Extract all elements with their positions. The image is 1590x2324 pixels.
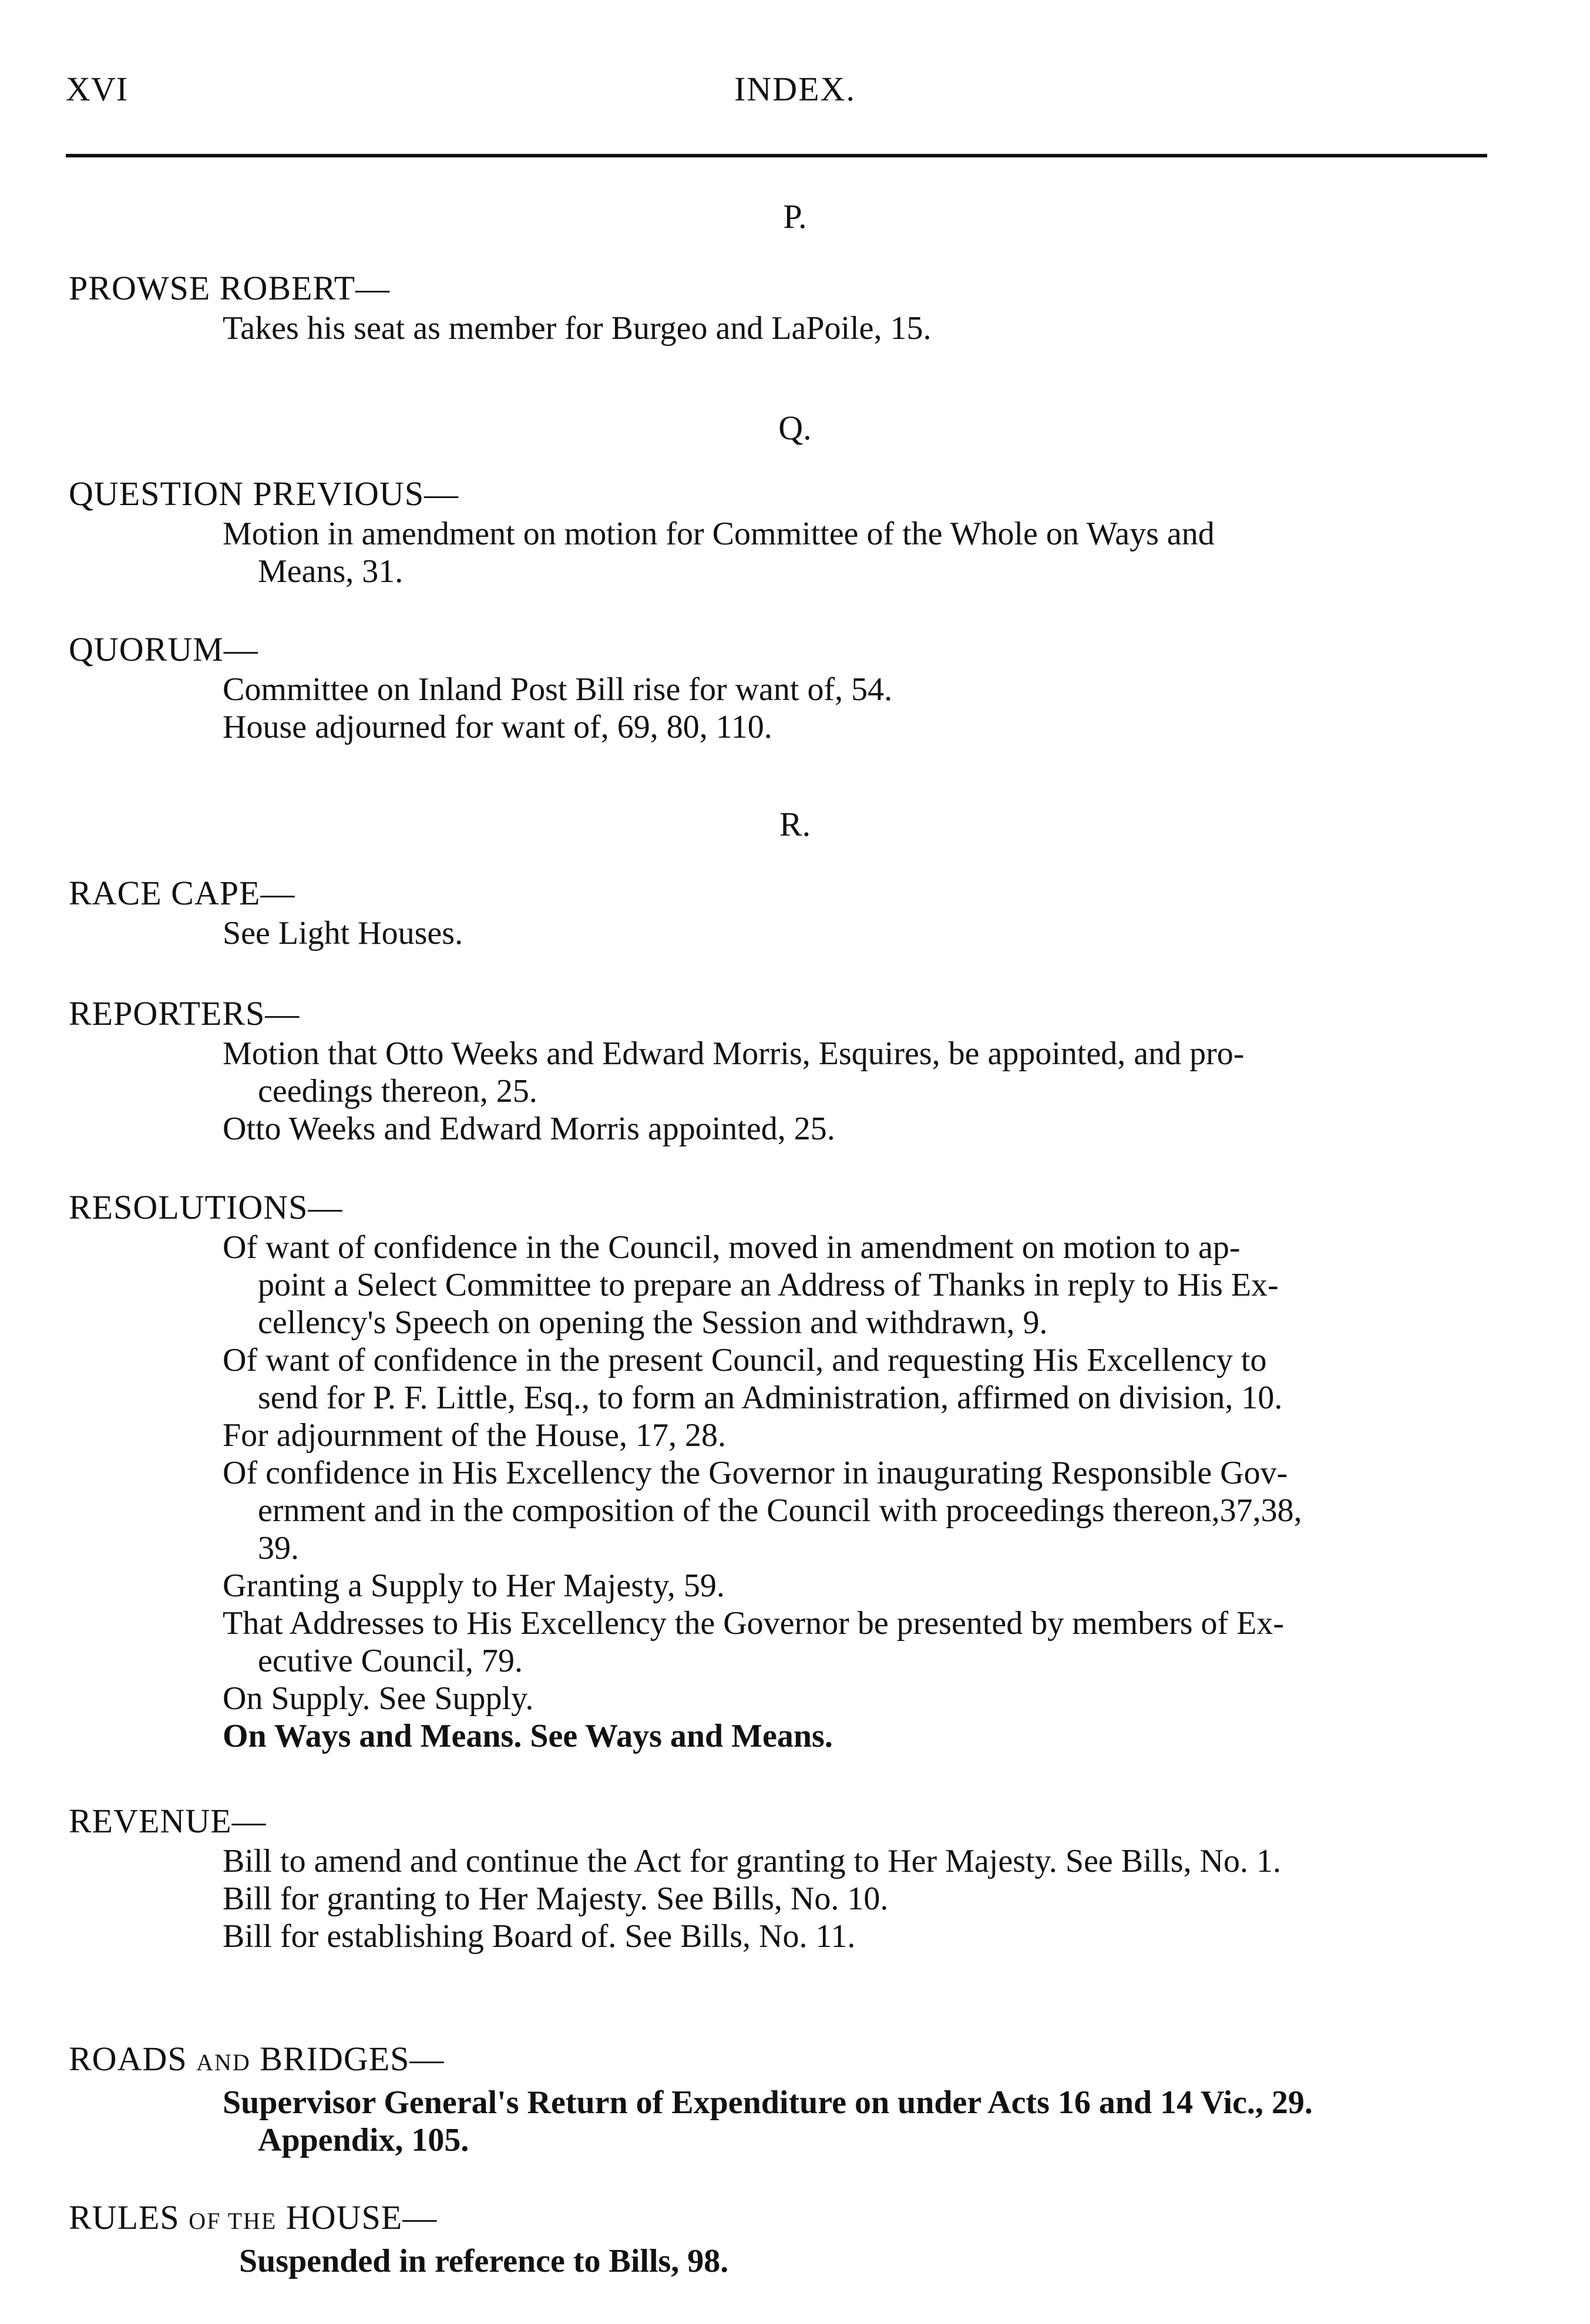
entry-heading xyxy=(69,2038,1520,2084)
header-rule xyxy=(66,154,1487,157)
sub-entry: On Supply. See Supply. xyxy=(223,1680,534,1717)
entry-race-cape xyxy=(69,872,1520,952)
entry-heading: QUORUM— xyxy=(69,630,258,668)
sub-entry: On Ways and Means. See Ways and Means. xyxy=(223,1718,833,1754)
sub-entry: Suspended in reference to Bills, 98. xyxy=(239,2243,729,2279)
sub-entry xyxy=(223,1229,1520,1341)
sub-entry-line: Of want of confidence in the Council, moved in amendment on motion to ap- xyxy=(223,1229,1241,1266)
sub-entry: Committee on Inland Post Bill rise for want of, 54. xyxy=(223,671,893,708)
heading-word: RULES xyxy=(69,2198,180,2236)
sub-entry xyxy=(223,1454,1520,1567)
entry-question-previous xyxy=(69,473,1520,590)
sub-entry: See Light Houses. xyxy=(223,915,463,951)
heading-word: AND xyxy=(196,2049,251,2076)
entry-heading: REVENUE— xyxy=(69,1802,267,1840)
heading-word: BRIDGES— xyxy=(260,2040,445,2078)
sub-entry-line: ernment and in the composition of the Council with proceedings thereon,37,38, xyxy=(258,1492,1302,1529)
sub-entry xyxy=(223,2084,1520,2159)
sub-entry: Granting a Supply to Her Majesty, 59. xyxy=(223,1568,725,1604)
sub-entry-line: That Addresses to His Excellency the Governor be presented by members of Ex- xyxy=(223,1605,1285,1642)
sub-entry: Bill to amend and continue the Act for granting to Her Majesty. See Bills, No. 1. xyxy=(223,1843,1282,1879)
entry-heading: RESOLUTIONS— xyxy=(69,1188,343,1226)
entry-roads-and-bridges xyxy=(69,2038,1520,2159)
letter-heading-q: Q. xyxy=(778,409,812,447)
sub-entry: Bill for granting to Her Majesty. See Bills, No. 10. xyxy=(223,1881,889,1917)
entry-heading: RACE CAPE— xyxy=(69,874,295,912)
entry-revenue xyxy=(69,1800,1520,1955)
sub-entry: Otto Weeks and Edward Morris appointed, 25. xyxy=(223,1111,835,1147)
page-number: XVI xyxy=(66,70,129,108)
sub-entry: For adjournment of the House, 17, 28. xyxy=(223,1417,726,1454)
entry-quorum xyxy=(69,628,1520,746)
sub-entry-line: Means, 31. xyxy=(258,553,404,590)
heading-word: OF THE xyxy=(189,2208,277,2234)
sub-entry xyxy=(223,1035,1520,1110)
entry-heading: PROWSE ROBERT— xyxy=(69,269,391,307)
sub-entry xyxy=(223,515,1520,590)
sub-entry-line: ceedings thereon, 25. xyxy=(258,1073,537,1109)
sub-entry: House adjourned for want of, 69, 80, 110. xyxy=(223,709,772,745)
entry-resolutions xyxy=(69,1186,1520,1755)
sub-entry-line: send for P. F. Little, Esq., to form an Administration, affirmed on division, 10. xyxy=(258,1380,1283,1416)
sub-entry-line: Supervisor General's Return of Expenditure on under Acts 16 and 14 Vic., 29. xyxy=(223,2084,1313,2121)
entry-heading xyxy=(69,2197,1520,2242)
letter-heading-r: R. xyxy=(779,805,811,843)
sub-entry-line: Motion that Otto Weeks and Edward Morris, Esquires, be appointed, and pro- xyxy=(223,1035,1245,1072)
sub-entry xyxy=(223,1605,1520,1680)
sub-entry-line: Of want of confidence in the present Council, and requesting His Excellency to xyxy=(223,1342,1267,1378)
sub-entry: Takes his seat as member for Burgeo and LaPoile, 15. xyxy=(223,310,932,347)
letter-heading-p: P. xyxy=(783,197,807,236)
sub-entry-line: Motion in amendment on motion for Committee of the Whole on Ways and xyxy=(223,516,1215,552)
page-title: INDEX. xyxy=(734,70,856,108)
sub-entry-line: cellency's Speech on opening the Session and withdrawn, 9. xyxy=(258,1304,1048,1341)
sub-entry-line: Appendix, 105. xyxy=(258,2122,469,2158)
sub-entry: Bill for establishing Board of. See Bills, No. 11. xyxy=(223,1918,856,1955)
entry-heading: QUESTION PREVIOUS— xyxy=(69,475,459,513)
entry-rules-of-the-house xyxy=(69,2197,1520,2280)
entry-heading: REPORTERS— xyxy=(69,994,300,1032)
entry-prowse-robert xyxy=(69,267,1520,347)
entry-reporters xyxy=(69,993,1520,1148)
sub-entry-line: point a Select Committee to prepare an Address of Thanks in reply to His Ex- xyxy=(258,1267,1279,1303)
sub-entry-line: ecutive Council, 79. xyxy=(258,1643,523,1679)
heading-word: ROADS xyxy=(69,2040,187,2078)
heading-word: HOUSE— xyxy=(285,2198,438,2236)
sub-entry-line: 39. xyxy=(258,1530,299,1566)
sub-entry xyxy=(223,1341,1520,1417)
sub-entry-line: Of confidence in His Excellency the Governor in inaugurating Responsible Gov- xyxy=(223,1455,1288,1491)
